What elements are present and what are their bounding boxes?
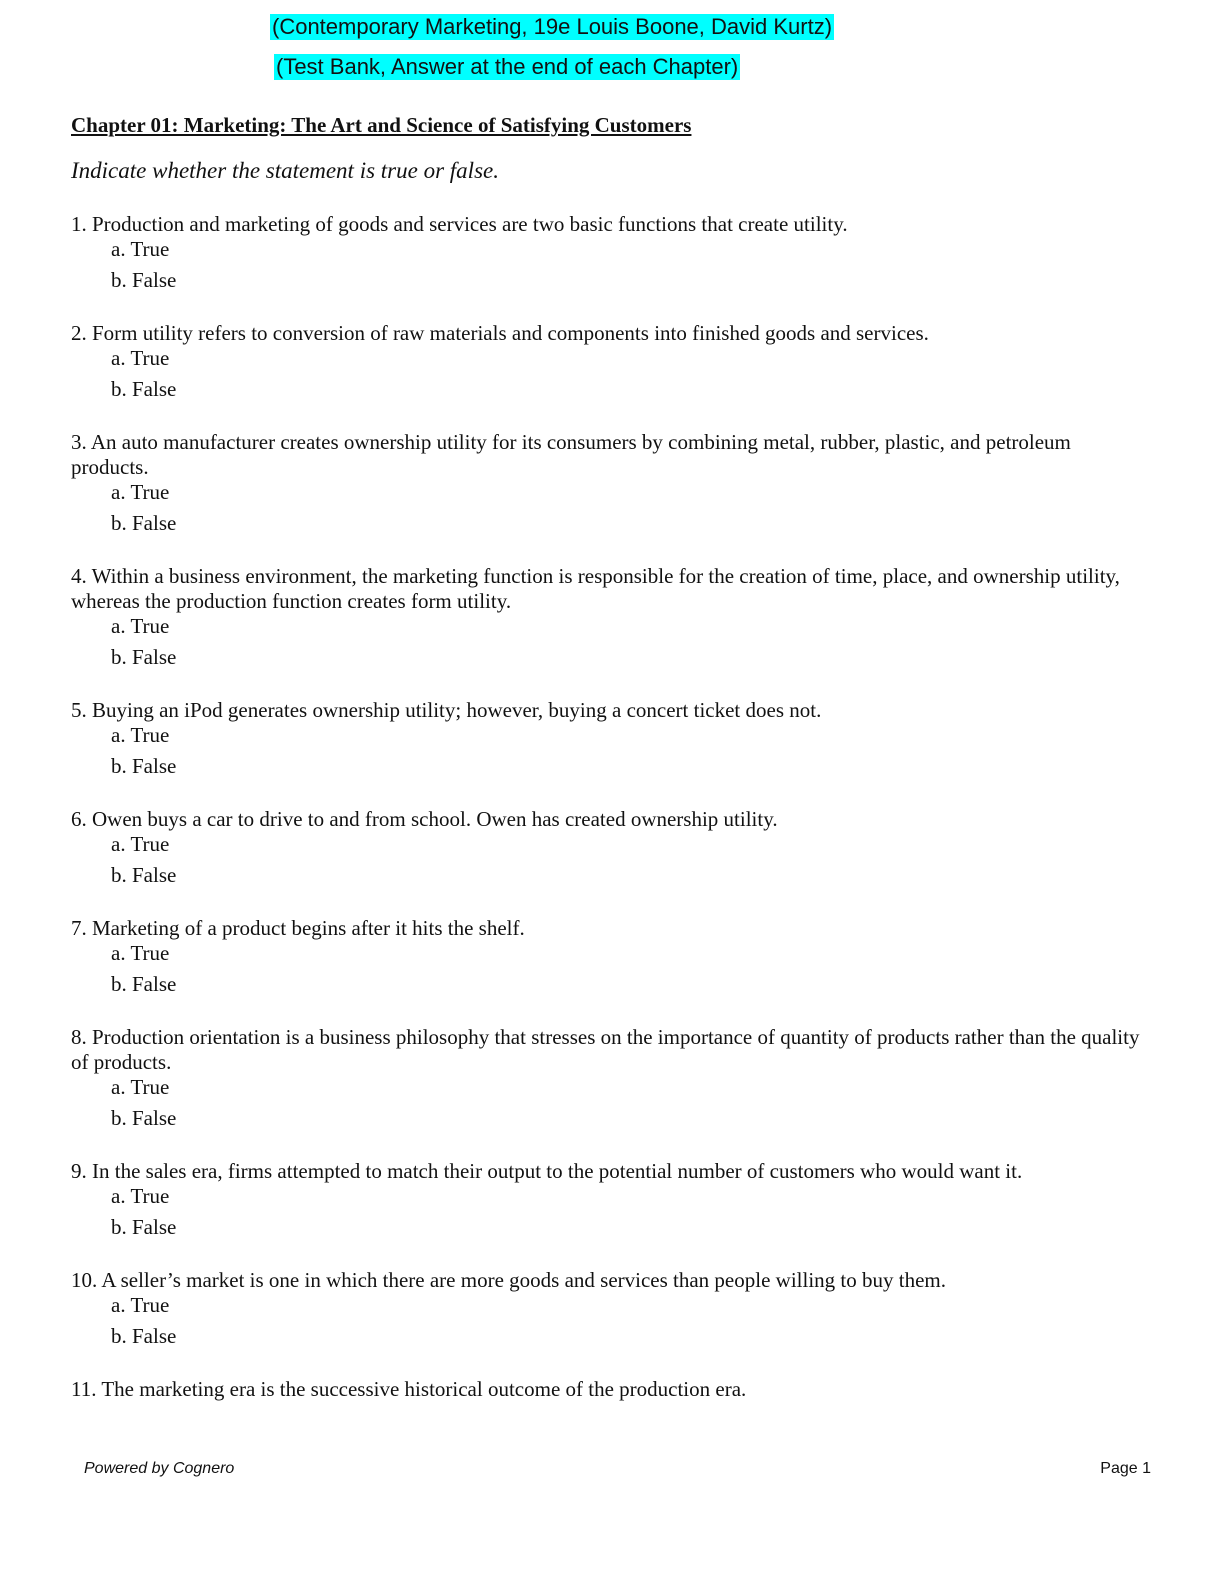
answer-option: b. False <box>111 377 177 401</box>
answer-option: b. False <box>111 1324 177 1348</box>
question-item <box>71 1268 1146 1352</box>
question-text: 7. Marketing of a product begins after it hits the shelf. <box>71 916 525 940</box>
answer-options <box>71 938 1146 1000</box>
answer-option: a. True <box>111 346 170 370</box>
powered-by: Powered by Cognero <box>84 1460 235 1477</box>
answer-option: a. True <box>111 1075 170 1099</box>
answer-option: b. False <box>111 972 177 996</box>
question-text: 9. In the sales era, firms attempted to match their output to the potential number of customers who would want it. <box>71 1159 1023 1183</box>
answer-option: b. False <box>111 1106 177 1130</box>
question-item <box>71 807 1146 891</box>
answer-option: b. False <box>111 754 177 778</box>
question-item <box>71 564 1146 673</box>
answer-options <box>71 234 1146 296</box>
answer-options <box>71 1290 1146 1352</box>
question-item <box>71 430 1146 539</box>
answer-options <box>71 611 1146 673</box>
question-item <box>71 321 1146 405</box>
question-item <box>71 698 1146 782</box>
question-text: 3. An auto manufacturer creates ownership utility for its consumers by combining metal, rubber, plastic, and petroleum products. <box>71 430 1071 479</box>
answer-option: a. True <box>111 1293 170 1317</box>
question-item <box>71 1159 1146 1243</box>
answer-option: a. True <box>111 723 170 747</box>
instruction: Indicate whether the statement is true or false. <box>71 158 499 183</box>
question-text: 8. Production orientation is a business philosophy that stresses on the importance of quantity of products rather than the quality of products. <box>71 1025 1140 1074</box>
answer-option: b. False <box>111 863 177 887</box>
answer-options <box>71 477 1146 539</box>
answer-option: a. True <box>111 480 170 504</box>
answer-options <box>71 343 1146 405</box>
answer-option: a. True <box>111 941 170 965</box>
question-list <box>71 212 1146 1402</box>
answer-option: b. False <box>111 1215 177 1239</box>
question-text: 10. A seller’s market is one in which there are more goods and services than people willing to buy them. <box>71 1268 946 1292</box>
header-line-1: (Contemporary Marketing, 19e Louis Boone, David Kurtz) <box>272 14 833 39</box>
question-text: 4. Within a business environment, the marketing function is responsible for the creation of time, place, and ownership utility, whereas the production function creates form utility. <box>71 564 1120 613</box>
answer-options <box>71 829 1146 891</box>
question-item <box>71 1025 1146 1134</box>
answer-option: a. True <box>111 237 170 261</box>
question-item <box>71 916 1146 1000</box>
page-number: Page 1 <box>1100 1460 1151 1477</box>
header-line-2: (Test Bank, Answer at the end of each Chapter) <box>276 54 739 79</box>
question-text: 1. Production and marketing of goods and services are two basic functions that create utility. <box>71 212 848 236</box>
answer-options <box>71 1181 1146 1243</box>
answer-option: b. False <box>111 511 177 535</box>
answer-options <box>71 720 1146 782</box>
answer-option: b. False <box>111 645 177 669</box>
answer-option: a. True <box>111 1184 170 1208</box>
question-item <box>71 1377 1146 1402</box>
answer-option: a. True <box>111 614 170 638</box>
question-item <box>71 212 1146 296</box>
question-text: 5. Buying an iPod generates ownership utility; however, buying a concert ticket does not. <box>71 698 822 722</box>
question-text: 11. The marketing era is the successive historical outcome of the production era. <box>71 1377 747 1401</box>
answer-option: b. False <box>111 268 177 292</box>
chapter-title: Chapter 01: Marketing: The Art and Science of Satisfying Customers <box>71 113 692 137</box>
answer-option: a. True <box>111 832 170 856</box>
question-text: 6. Owen buys a car to drive to and from school. Owen has created ownership utility. <box>71 807 778 831</box>
question-text: 2. Form utility refers to conversion of raw materials and components into finished goods and services. <box>71 321 929 345</box>
answer-options <box>71 1072 1146 1134</box>
